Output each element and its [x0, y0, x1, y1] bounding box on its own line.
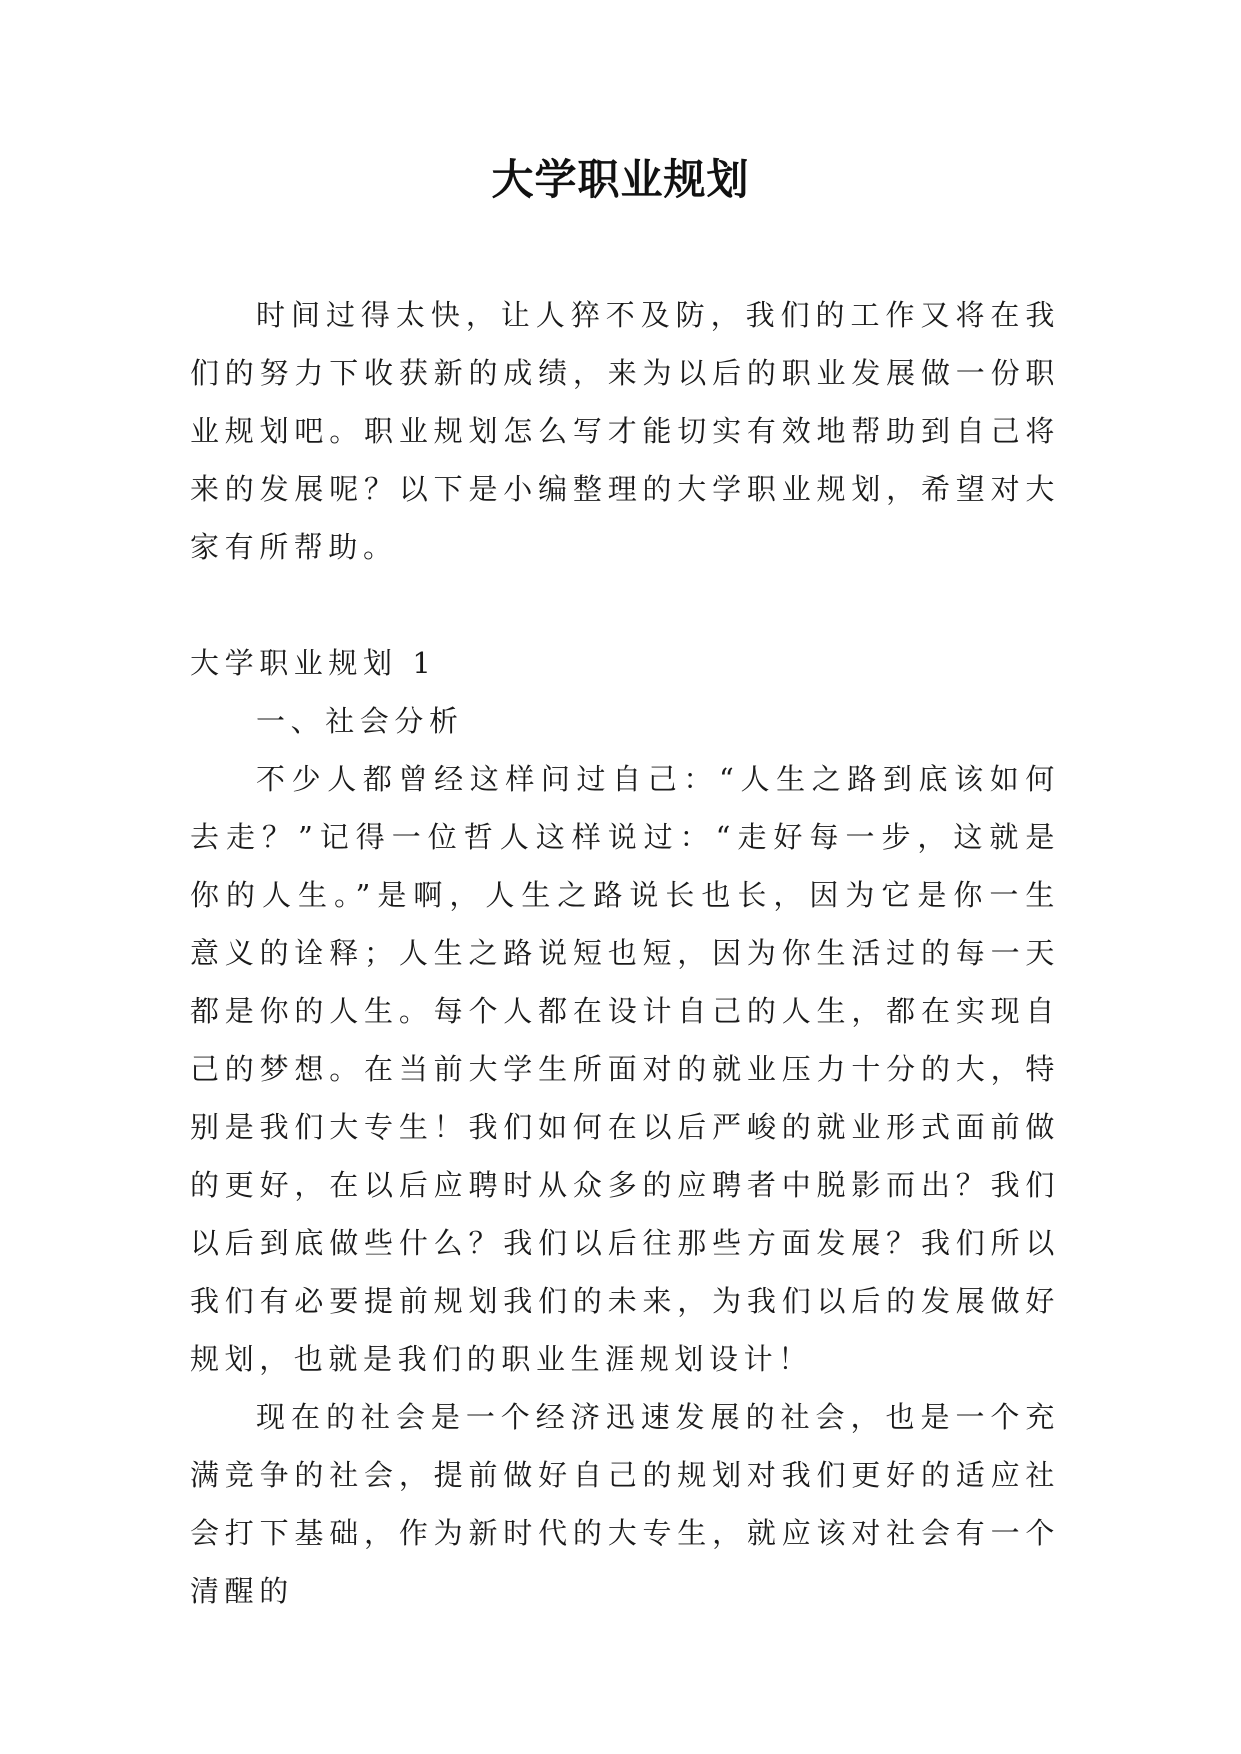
body-paragraph-1: 不少人都曾经这样问过自己：“人生之路到底该如何去走？”记得一位哲人这样说过：“走好每一步，这就是你的人生。”是啊，人生之路说长也长，因为它是你一生意义的诠释；人生之路说短也短，因为你生活过的每一天都是你的人生。每个人都在设计自己的人生，都在实现自己的梦想。在当前大学生所面对的就业压力十分的大，特别是我们大专生！我们如何在以后严峻的就业形式面前做的更好，在以后应聘时从众多的应聘者中脱影而出？我们以后到底做些什么？我们以后往那些方面发展？我们所以我们有必要提前规划我们的未来，为我们以后的发展做好规划，也就是我们的职业生涯规划设计！	[190, 762, 1060, 1376]
body-paragraph-2: 现在的社会是一个经济迅速发展的社会，也是一个充满竞争的社会，提前做好自己的规划对我们更好的适应社会打下基础，作为新时代的大专生，就应该对社会有一个清醒的	[190, 1400, 1060, 1608]
spacer	[190, 576, 1060, 634]
section-title: 大学职业规划 1	[190, 646, 437, 680]
document-title: 大学职业规划	[491, 155, 750, 204]
subheading: 一、社会分析	[256, 704, 464, 738]
intro-paragraph: 时间过得太快，让人猝不及防，我们的工作又将在我们的努力下收获新的成绩，来为以后的职业发展做一份职业规划吧。职业规划怎么写才能切实有效地帮助到自己将来的发展呢？以下是小编整理的大学职业规划，希望对大家有所帮助。	[190, 298, 1060, 564]
document-body	[190, 286, 1060, 1620]
